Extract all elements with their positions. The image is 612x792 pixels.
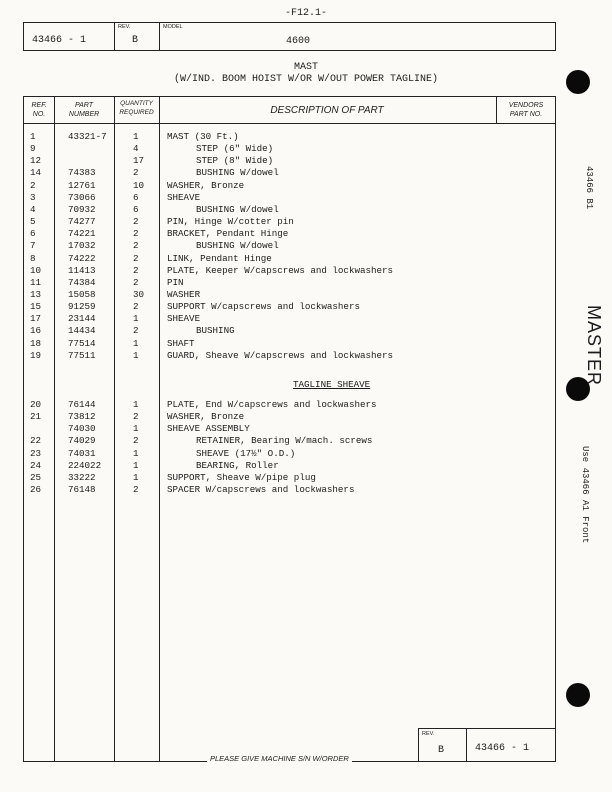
header-rev: B (132, 35, 139, 46)
description-cell: SHEAVE (17½" O.D.) (196, 447, 296, 459)
ref-no-cell: 6 (30, 228, 36, 240)
quantity-cell: 1 (133, 447, 139, 459)
table-row (24, 253, 555, 265)
table-row (24, 277, 555, 289)
description-cell: BUSHING W/dowel (196, 240, 279, 252)
table-row (24, 216, 555, 228)
column-header-text: VENDORS PART NO. (508, 102, 544, 118)
column-header-quantity (114, 99, 159, 117)
page-subtitle: (W/IND. BOOM HOIST W/OR W/OUT POWER TAGLINE) (173, 74, 439, 85)
part-number-cell: 74031 (68, 447, 96, 459)
footer-note: PLEASE GIVE MACHINE S/N W/ORDER (207, 754, 352, 763)
part-number-cell: 33222 (68, 471, 96, 483)
quantity-cell: 2 (133, 228, 139, 240)
part-number-cell: 74383 (68, 167, 96, 179)
part-number-cell: 74277 (68, 216, 96, 228)
ref-no-cell: 11 (30, 276, 42, 288)
quantity-cell: 1 (133, 337, 139, 349)
description-cell: LINK, Pendant Hinge (167, 252, 272, 264)
ref-no-cell: 21 (30, 411, 42, 423)
ref-no-cell: 7 (30, 240, 36, 252)
part-number-cell: 76148 (68, 484, 96, 496)
description-cell: SHEAVE ASSEMBLY (167, 423, 250, 435)
table-row (24, 338, 555, 350)
part-number-cell: 77511 (68, 349, 96, 361)
part-number-cell: 74384 (68, 276, 96, 288)
quantity-cell: 2 (133, 411, 139, 423)
part-number-cell: 11413 (68, 264, 96, 276)
description-cell: WASHER, Bronze (167, 179, 245, 191)
table-row (24, 240, 555, 252)
column-header-description: DESCRIPTION OF PART (270, 105, 384, 116)
header-box (23, 22, 556, 51)
quantity-cell: 2 (133, 435, 139, 447)
side-title: MASTER (584, 305, 604, 387)
column-header-ref-no (26, 101, 52, 119)
part-number-cell: 17032 (68, 240, 96, 252)
table-row (24, 192, 555, 204)
column-divider (496, 97, 497, 124)
header-divider (114, 23, 115, 50)
header-model-label: MODEL (163, 24, 183, 30)
description-cell: SHAFT (167, 337, 195, 349)
table-row (24, 460, 555, 472)
description-cell: SUPPORT W/capscrews and lockwashers (167, 301, 360, 313)
description-cell: STEP (8" Wide) (196, 155, 274, 167)
table-row (24, 484, 555, 496)
ref-no-cell: 26 (30, 484, 42, 496)
part-number-cell: 74221 (68, 228, 96, 240)
ref-no-cell: 12 (30, 155, 42, 167)
ref-no-cell: 1 (30, 131, 36, 142)
page-title: MAST (293, 62, 318, 73)
footer-rev: B (438, 745, 445, 756)
ref-no-cell: 10 (30, 264, 42, 276)
table-row (24, 313, 555, 325)
description-cell: GUARD, Sheave W/capscrews and lockwashers (167, 349, 394, 361)
table-row (24, 301, 555, 313)
page-number: -F12.1- (284, 8, 327, 19)
table-row (24, 167, 555, 179)
ref-no-cell: 9 (30, 143, 36, 155)
quantity-cell: 1 (133, 471, 139, 483)
quantity-cell: 1 (133, 459, 139, 471)
footer-rev-label: REV. (422, 731, 435, 737)
part-number-cell: 74030 (68, 423, 96, 435)
description-cell: BRACKET, Pendant Hinge (167, 228, 289, 240)
header-model: 4600 (286, 36, 311, 47)
description-cell: BUSHING (196, 325, 235, 337)
table-row (24, 435, 555, 447)
punch-hole (566, 683, 590, 707)
ref-no-cell: 17 (30, 313, 42, 325)
quantity-cell: 2 (133, 216, 139, 228)
ref-no-cell: 3 (30, 191, 36, 203)
description-cell: PIN, Hinge W/cotter pin (167, 216, 294, 228)
table-row (24, 265, 555, 277)
description-cell: PLATE, End W/capscrews and lockwashers (167, 399, 377, 410)
quantity-cell: 2 (133, 325, 139, 337)
quantity-cell: 1 (133, 349, 139, 361)
ref-no-cell: 5 (30, 216, 36, 228)
quantity-cell: 2 (133, 484, 139, 496)
table-row (24, 289, 555, 301)
quantity-cell: 1 (133, 399, 139, 410)
part-number-cell: 91259 (68, 301, 96, 313)
quantity-cell: 2 (133, 301, 139, 313)
part-number-cell: 23144 (68, 313, 96, 325)
ref-no-cell: 14 (30, 167, 42, 179)
quantity-cell: 1 (133, 131, 139, 142)
ref-no-cell: 20 (30, 399, 42, 410)
part-number-cell: 74222 (68, 252, 96, 264)
description-cell: STEP (6" Wide) (196, 143, 274, 155)
ref-no-cell: 2 (30, 179, 36, 191)
ref-no-cell: 13 (30, 288, 42, 300)
table-row (24, 423, 555, 435)
quantity-cell: 2 (133, 240, 139, 252)
part-number-cell: 43321-7 (68, 131, 107, 142)
quantity-cell: 1 (133, 423, 139, 435)
table-row (24, 472, 555, 484)
part-number-cell: 76144 (68, 399, 96, 410)
ref-no-cell: 24 (30, 459, 42, 471)
part-number-cell: 73812 (68, 411, 96, 423)
part-number-cell: 15058 (68, 288, 96, 300)
header-rev-label: REV. (118, 24, 131, 30)
description-cell: MAST (30 Ft.) (167, 131, 239, 142)
part-number-cell: 14434 (68, 325, 96, 337)
description-cell: SUPPORT, Sheave W/pipe plug (167, 471, 316, 483)
quantity-cell: 30 (133, 288, 145, 300)
table-row (24, 155, 555, 167)
description-cell: PIN (167, 276, 184, 288)
table-row (24, 131, 555, 143)
table-row (24, 143, 555, 155)
description-cell: PLATE, Keeper W/capscrews and lockwashers (167, 264, 394, 276)
part-number-cell: 77514 (68, 337, 96, 349)
description-cell: SHEAVE (167, 191, 201, 203)
ref-no-cell: 15 (30, 301, 42, 313)
table-row (24, 180, 555, 192)
quantity-cell: 4 (133, 143, 139, 155)
ref-no-cell: 4 (30, 203, 36, 215)
description-cell: BEARING, Roller (196, 459, 279, 471)
column-header-vendors (498, 101, 554, 119)
description-cell: RETAINER, Bearing W/mach. screws (196, 435, 373, 447)
part-number-cell: 74029 (68, 435, 96, 447)
ref-no-cell: 18 (30, 337, 42, 349)
ref-no-cell: 16 (30, 325, 42, 337)
column-header-text: PART NUMBER (68, 102, 100, 118)
quantity-cell: 6 (133, 203, 139, 215)
quantity-cell: 17 (133, 155, 145, 167)
footer-divider (466, 729, 467, 761)
description-cell: BUSHING W/dowel (196, 167, 279, 179)
quantity-cell: 2 (133, 276, 139, 288)
table-row (24, 399, 555, 411)
side-code: 43466 B1 (584, 166, 594, 210)
quantity-cell: 2 (133, 167, 139, 179)
quantity-cell: 10 (133, 179, 145, 191)
ref-no-cell: 23 (30, 447, 42, 459)
parts-table (23, 96, 556, 762)
header-divider (159, 23, 160, 50)
column-header-text: REF. NO. (31, 102, 47, 118)
table-row (24, 228, 555, 240)
part-number-cell: 224022 (68, 459, 102, 471)
description-cell: WASHER, Bronze (167, 411, 245, 423)
quantity-cell: 2 (133, 264, 139, 276)
footer-rev-box (418, 728, 555, 761)
description-cell: SPACER W/capscrews and lockwashers (167, 484, 355, 496)
column-header-text: QUANTITY REQUIRED (119, 100, 154, 116)
quantity-cell: 6 (133, 191, 139, 203)
part-number-cell: 73066 (68, 191, 96, 203)
ref-no-cell: 8 (30, 252, 36, 264)
table-row (24, 350, 555, 362)
table-row (24, 204, 555, 216)
punch-hole (566, 70, 590, 94)
ref-no-cell: 25 (30, 471, 42, 483)
side-note: Use 43466 A1 Front (580, 446, 590, 544)
table-row (24, 448, 555, 460)
header-doc-number: 43466 - 1 (32, 35, 87, 46)
table-row (24, 411, 555, 423)
column-header-part-number (56, 101, 112, 119)
ref-no-cell: 19 (30, 349, 42, 361)
quantity-cell: 2 (133, 252, 139, 264)
part-number-cell: 70932 (68, 203, 96, 215)
ref-no-cell: 22 (30, 435, 42, 447)
description-cell: BUSHING W/dowel (196, 203, 279, 215)
description-cell: SHEAVE (167, 313, 201, 325)
footer-doc-number: 43466 - 1 (475, 743, 530, 754)
description-cell: WASHER (167, 288, 201, 300)
table-row (24, 325, 555, 337)
section-title: TAGLINE SHEAVE (293, 379, 371, 390)
part-number-cell: 12761 (68, 179, 96, 191)
quantity-cell: 1 (133, 313, 139, 325)
table-header-rule (24, 123, 555, 124)
